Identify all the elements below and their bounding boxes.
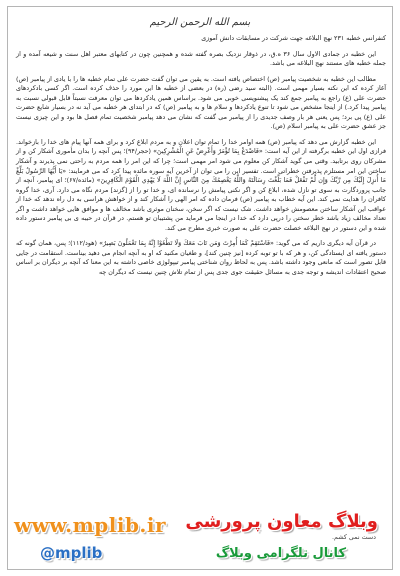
document-body	[16, 34, 386, 284]
watermark-channel-label: کانال تلگرامی وبلاگ	[215, 546, 346, 561]
body-paragraph-2: مطالب این خطبه به شخصیت پیامبر (ص) اختصاص یافته است. به یقین می توان گفت حضرت علی تمام خطبه ها را با یادی از پیامبر (ص) آغاز کرده که این نکته بسیار مهمی است. (البته سید رضی (ره) در بعضی از خطبه ها این مورد را حذف کرده است. اگر کسی بادکردهای حضرت علی (ع) راجع به پیامبر جمع کند یک پیشنویسی خوبی می شود. براساس همین یادکردها می توان معرفت نسبتاً قابل قبولی نسبت به پیامبر پیدا کرد.) از اینجا مشخص می شود تا تنوع یادکردها و سلام ها و به پیامبر (ص) که در ابتدای هر خطبه می آید نه در بسیار شایع حضرت علی (ع) پی برد؛ پس یعنی هر بار وصف جدیدی را از پیامبر می گفت که نشان می دهد پیامبر شخصیت تمام فصل ها بود و این چیزی نیست جز عشق حضرت علی به پیامبر اسلام (ص).	[16, 75, 386, 131]
document-header	[0, 10, 400, 32]
watermark-blog-title: وبلاگ معاون پرورشی	[185, 511, 378, 532]
body-paragraph-3: این خطبه گزارش می دهد که پیامبر (ص) همه اوامر خدا را تمام توان اعلان و به مردم ابلاغ کرد و برای همه آنها پیام های خدا را بازخواند. فرازی اول این خطبه برگرفته از این آیه است: «فَاصْدَعْ بِمَا تُؤْمَرُ وَأَعْرِضْ عَنِ الْمُشْرِكِينَ» (حجر/۹۴)؛ پس آنچه را بدان مأموری آشکار کن و از مشرکان روی برتابید. وقتی می گوید آشکار کن معلوم می شود امر مهمی است؛ چرا که این امر را همه مردم به راحتی نمی پذیرند و آشکار ساختن این امر مستلزم پذیرفتن خطراتی است. تفسیر این را می توان از آخرین آیه سوره مائده پیدا کرد که می فرمایند: «يَا أَيُّهَا الرَّسُولُ بَلِّغْ مَا أُنزِلَ إِلَيْكَ مِن رَّبِّكَ وَإِن لَّمْ تَفْعَلْ فَمَا بَلَّغْتَ رِسَالَتَهُ وَاللَّهُ يَعْصِمُكَ مِنَ النَّاسِ إِنَّ اللَّهَ لَا يَهْدِي الْقَوْمَ الْكَافِرِينَ» (مائده/۶۷)؛ ای پیامبر، آنچه از جانب پروردگارت به سوی تو نازل شده، ابلاغ کن و اگر نکنی پیامش را نرسانده ای، و خدا تو را از [گزند] مردم نگاه می دارد. آری، خدا گروه کافران را هدایت نمی کند. این آیه خطاب به پیامبر (ص) فرمان داده که امر الهی را آشکار کند و از خواهش هراسی به دل راه ندهد که خدا از عواقب این آشکار ساختن معصومش خواهد داشت. شک نیست که اگر سخن، سخنان موثری باشد مخالف ها و موافق هایی خواهد داشت و اگر تعداد مخالف زیاد باشد خطر سختن را درپی دارد که خدا در اینجا می فرماید من پشتیبان تو هستم. در قرآن در حیبه ی بی پیامبر دستور داده شده و این دستور در نهج البلاغه خصلت حضرت علی به صورت خبری مطرح می کند.	[15, 138, 387, 232]
watermark-url: www.mplib.ir	[14, 513, 167, 537]
body-paragraph-1: این خطبه در جمادی الاول سال ۳۶ ه.ق، در ذوقار نزدیک بصره گفته شده و همچنین چون در کتابهای معتبر اهل سنت و شیعه آمده و از جمله خطبه های مستند نهج البلاغه می باشد.	[16, 50, 386, 68]
basmala-heading: بسم الله الرحمن الرحيم	[149, 17, 251, 28]
watermark-handle: @mplib	[40, 544, 103, 562]
document-tail-text: دست نمی کشم.	[331, 534, 376, 541]
body-paragraph-4: در قرآن آیه دیگری داریم که می گوید: «فَاسْتَقِمْ كَمَا أُمِرْتَ وَمَن تَابَ مَعَكَ وَلَا تَطْغَوْا إِنَّهُ بِمَا تَعْمَلُونَ بَصِيرٌ» (هود/۱۱۲)؛ پس، همان گونه که دستور یافته ای ایستادگی کن، و هر که با تو توبه کرده [نیز چنین کند]، و طغیان مکنید که او به آنچه انجام می دهید بیناست. استقامت در جایی قابل تصور است که مانعی وجود داشته باشد. پس به لحاظ روان شناختی پیامبر تیپولوژی خاصی داشته به این معنا که آنچه بر دیگران بر اساس صحیح اعتقادات اندیشه و توجه جدی به مسائل حقیقت جوی جدی پس از تمام تلاش چنین نیست که دیگران چه	[16, 240, 386, 277]
document-title-paragraph: کنفرانس خطبه ۲۳۱ نهج البلاغه جهت شرکت در مسابقات دانش آموزی	[201, 35, 386, 42]
